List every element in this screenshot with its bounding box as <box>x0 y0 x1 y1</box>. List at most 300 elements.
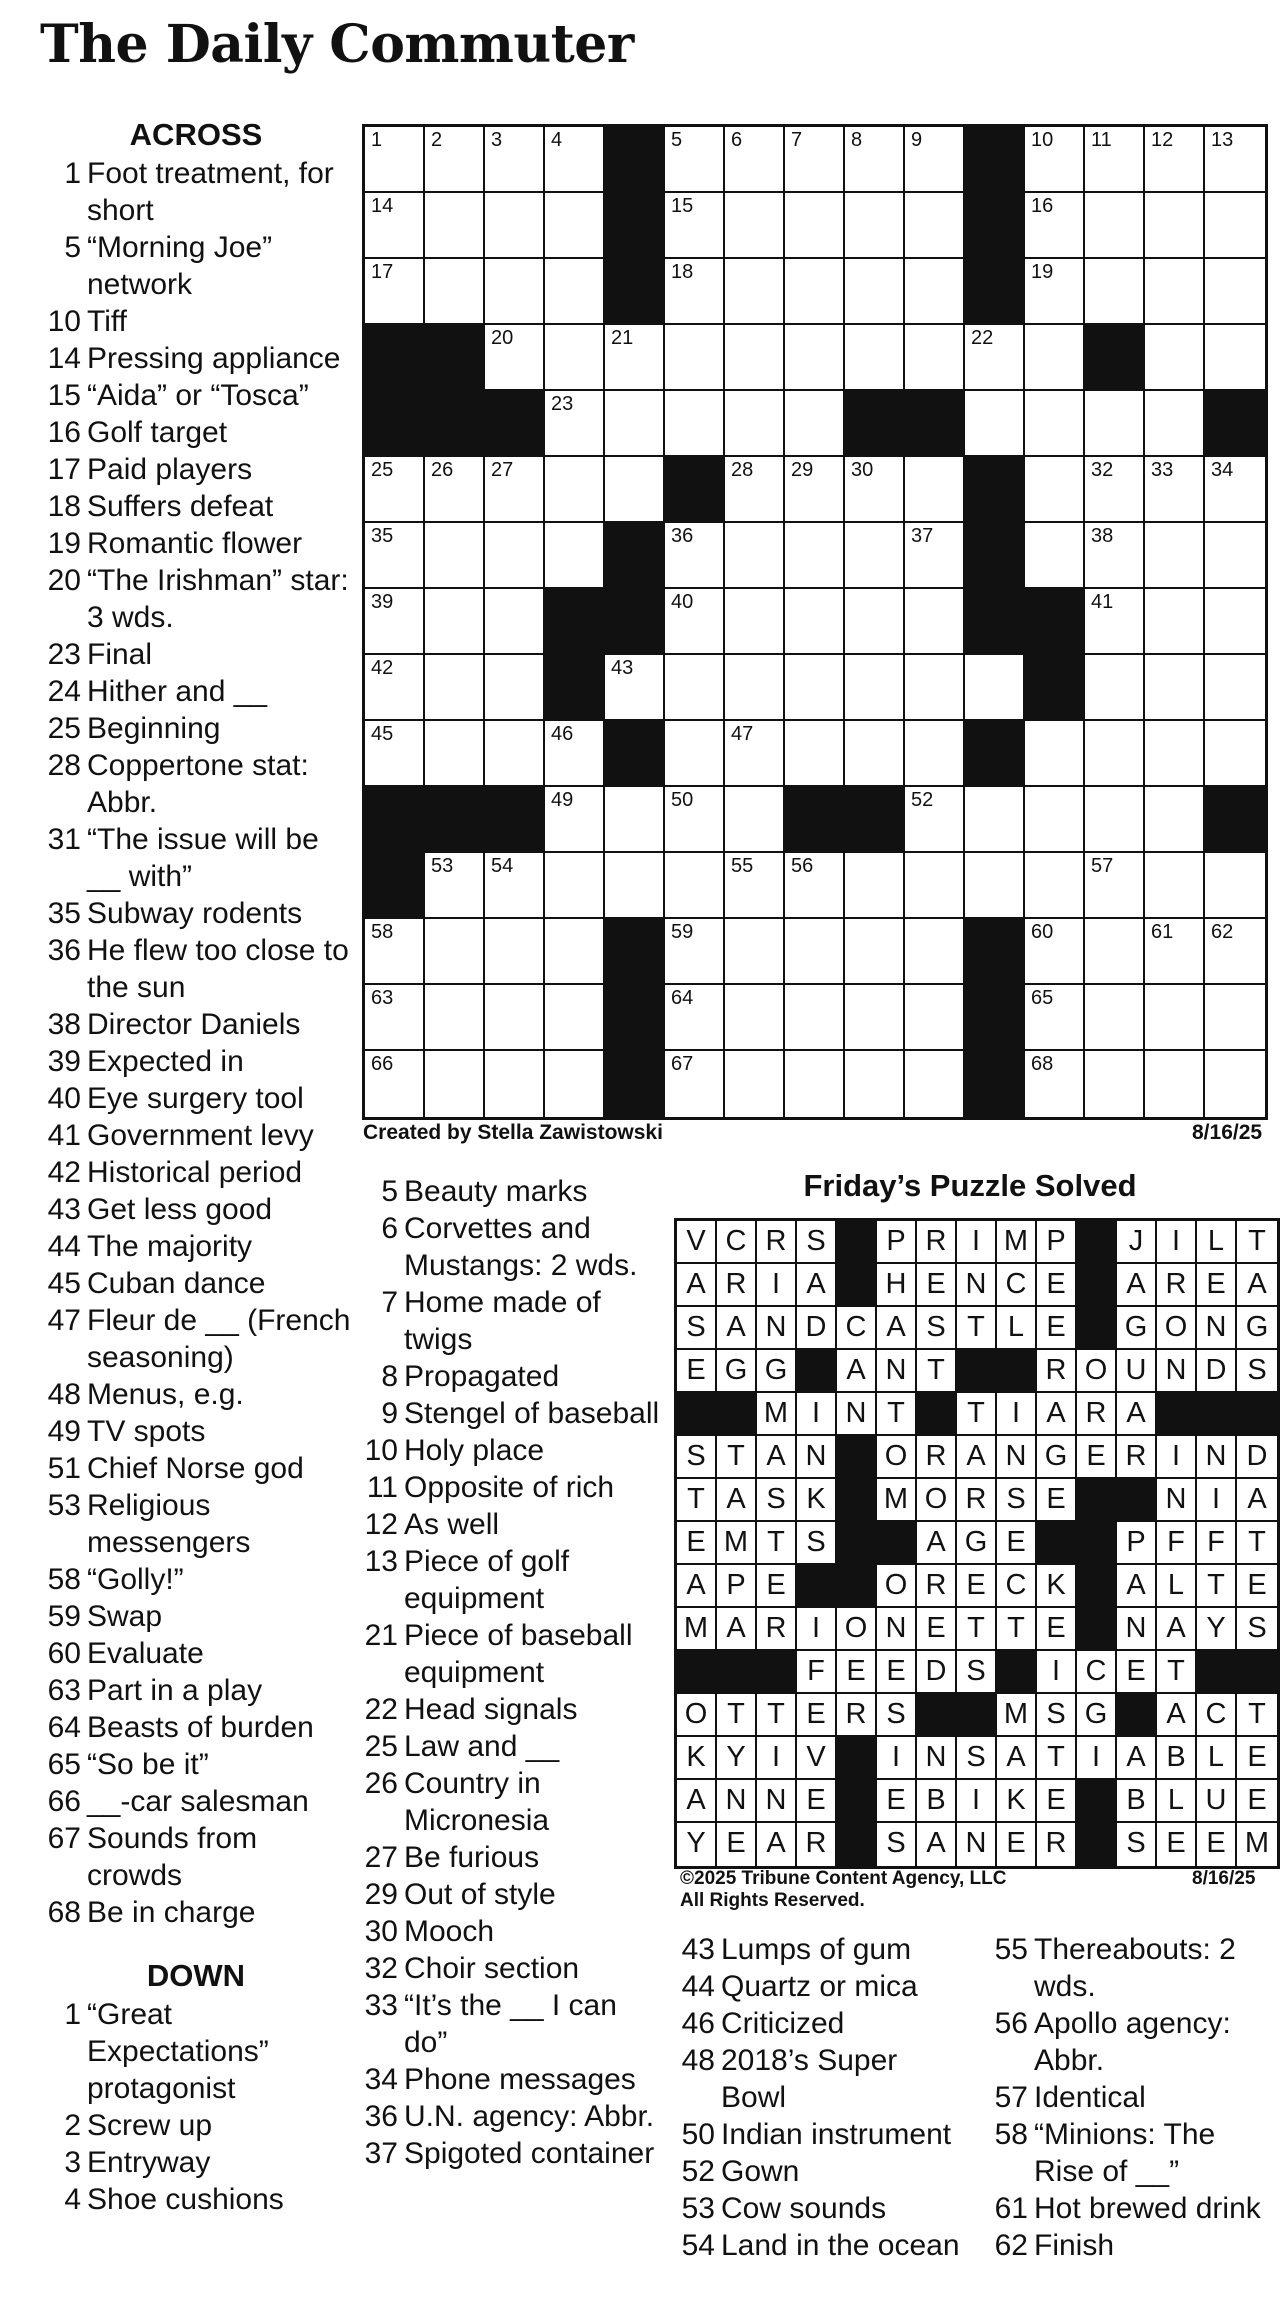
black-square <box>365 853 425 919</box>
clue-text: Beginning <box>87 712 221 745</box>
solution-letter: Y <box>717 1737 757 1780</box>
solution-letter: P <box>717 1565 757 1608</box>
black-square <box>425 325 485 391</box>
grid-cell <box>665 523 725 589</box>
clue-text: Home made of twigs <box>404 1286 601 1356</box>
clue-number: 18 <box>47 490 81 523</box>
black-square <box>605 721 665 787</box>
down-clue-3 <box>36 2144 356 2181</box>
down-clue-list-4 <box>983 1931 1283 2264</box>
grid-cell <box>365 655 425 721</box>
solution-letter: T <box>1037 1737 1077 1780</box>
solution-letter: M <box>997 1694 1037 1737</box>
clue-number: 5 <box>64 231 81 264</box>
cell-number: 57 <box>1091 855 1114 877</box>
cell-number: 45 <box>371 723 394 745</box>
clue-text: Tiff <box>87 305 128 338</box>
solution-letter: E <box>1237 1737 1277 1780</box>
solution-letter: E <box>757 1565 797 1608</box>
down-clue-21 <box>353 1617 663 1691</box>
grid-cell <box>665 1051 725 1117</box>
down-clue-2 <box>36 2107 356 2144</box>
across-clue-43 <box>36 1191 356 1228</box>
clue-number: 1 <box>64 1998 81 2031</box>
clue-number: 40 <box>47 1082 81 1115</box>
grid-cell <box>785 127 845 193</box>
solution-letter: S <box>997 1479 1037 1522</box>
cell-number: 7 <box>791 129 803 151</box>
grid-cell <box>1025 721 1085 787</box>
grid-cell <box>485 655 545 721</box>
solution-letter: A <box>717 1608 757 1651</box>
solution-black-square <box>1237 1393 1277 1436</box>
down-clue-43 <box>670 1931 970 1968</box>
grid-cell <box>1145 589 1205 655</box>
solution-black-square <box>1077 1823 1117 1866</box>
clue-text: “Great Expectations” protagonist <box>87 1998 269 2105</box>
down-clue-37 <box>353 2135 663 2172</box>
across-clue-list <box>36 155 356 1931</box>
clue-text: Criticized <box>721 2007 845 2040</box>
clue-number: 21 <box>364 1619 398 1652</box>
across-clue-28 <box>36 747 356 821</box>
solution-letter: N <box>1157 1479 1197 1522</box>
down-clue-8 <box>353 1358 663 1395</box>
grid-cell <box>1025 985 1085 1051</box>
cell-number: 66 <box>371 1053 394 1075</box>
across-clue-38 <box>36 1006 356 1043</box>
cell-number: 19 <box>1031 261 1054 283</box>
cell-number: 41 <box>1091 591 1114 613</box>
solution-letter: T <box>717 1694 757 1737</box>
cell-number: 40 <box>671 591 694 613</box>
solution-black-square <box>1077 1608 1117 1651</box>
down-clue-4 <box>36 2181 356 2218</box>
black-square <box>965 1051 1025 1117</box>
down-clue-32 <box>353 1950 663 1987</box>
grid-cell <box>845 853 905 919</box>
solution-letter: I <box>957 1780 997 1823</box>
solution-letter: A <box>1117 1565 1157 1608</box>
cell-number: 50 <box>671 789 694 811</box>
clue-text: Coppertone stat: Abbr. <box>87 749 309 819</box>
solution-letter: P <box>1037 1221 1077 1264</box>
solution-letter: A <box>877 1307 917 1350</box>
down-clue-13 <box>353 1543 663 1617</box>
grid-cell <box>845 1051 905 1117</box>
solution-letter: A <box>1157 1694 1197 1737</box>
cell-number: 67 <box>671 1053 694 1075</box>
grid-cell <box>545 985 605 1051</box>
clue-number: 4 <box>64 2183 81 2216</box>
clue-text: As well <box>404 1508 500 1541</box>
black-square <box>965 457 1025 523</box>
solution-letter: T <box>917 1350 957 1393</box>
grid-cell <box>725 655 785 721</box>
copyright-notice <box>680 1868 1007 1912</box>
solution-letter: Y <box>1197 1608 1237 1651</box>
down-clue-22 <box>353 1691 663 1728</box>
solution-letter: B <box>1117 1780 1157 1823</box>
clue-number: 60 <box>47 1637 81 1670</box>
solution-letter: A <box>917 1522 957 1565</box>
grid-cell <box>545 721 605 787</box>
rights-line: All Rights Reserved. <box>680 1890 865 1911</box>
clue-number: 30 <box>364 1915 398 1948</box>
solution-letter: C <box>1197 1694 1237 1737</box>
clue-number: 59 <box>47 1600 81 1633</box>
solution-letter: E <box>917 1264 957 1307</box>
solution-letter: E <box>1157 1823 1197 1866</box>
grid-cell <box>785 655 845 721</box>
clue-text: Quartz or mica <box>721 1970 918 2003</box>
clue-number: 49 <box>47 1415 81 1448</box>
grid-cell <box>1025 193 1085 259</box>
clue-number: 42 <box>47 1156 81 1189</box>
clue-text: Evaluate <box>87 1637 204 1670</box>
solution-letter: N <box>917 1737 957 1780</box>
solution-letter: E <box>1237 1780 1277 1823</box>
down-clue-33 <box>353 1987 663 2061</box>
clue-text: Get less good <box>87 1193 273 1226</box>
grid-cell <box>1085 589 1145 655</box>
clue-number: 46 <box>681 2007 715 2040</box>
clue-number: 27 <box>364 1841 398 1874</box>
grid-cell <box>785 523 845 589</box>
cell-number: 56 <box>791 855 814 877</box>
cell-number: 5 <box>671 129 683 151</box>
grid-cell <box>1205 589 1265 655</box>
grid-cell <box>1205 919 1265 985</box>
solution-letter: L <box>1197 1221 1237 1264</box>
grid-cell <box>905 325 965 391</box>
clue-text: Golf target <box>87 416 228 449</box>
grid-cell <box>785 259 845 325</box>
clue-number: 5 <box>381 1175 398 1208</box>
solution-letter: E <box>997 1522 1037 1565</box>
clue-text: Fleur de __ (French seasoning) <box>87 1304 351 1374</box>
solution-letter: L <box>1157 1565 1197 1608</box>
grid-cell <box>425 127 485 193</box>
solution-letter: M <box>677 1608 717 1651</box>
grid-cell <box>725 325 785 391</box>
grid-cell <box>1025 457 1085 523</box>
solution-letter: A <box>797 1264 837 1307</box>
grid-cell <box>905 259 965 325</box>
grid-cell <box>905 655 965 721</box>
grid-cell <box>425 457 485 523</box>
solution-letter: R <box>1157 1264 1197 1307</box>
solution-letter: S <box>957 1737 997 1780</box>
puzzle-credit: Created by Stella Zawistowski <box>363 1121 663 1144</box>
grid-cell <box>965 391 1025 457</box>
clue-text: “Aida” or “Tosca” <box>87 379 309 412</box>
solution-letter: S <box>1237 1608 1277 1651</box>
black-square <box>845 391 905 457</box>
clue-text: Finish <box>1034 2229 1115 2262</box>
clue-text: Propagated <box>404 1360 560 1393</box>
down-clue-25 <box>353 1728 663 1765</box>
grid-cell <box>845 457 905 523</box>
grid-cell <box>1085 259 1145 325</box>
cell-number: 36 <box>671 525 694 547</box>
solution-letter: A <box>917 1823 957 1866</box>
solution-letter: R <box>757 1608 797 1651</box>
across-clue-17 <box>36 451 356 488</box>
across-clue-24 <box>36 673 356 710</box>
solution-letter: B <box>917 1780 957 1823</box>
solution-letter: S <box>957 1651 997 1694</box>
solution-letter: A <box>1157 1608 1197 1651</box>
solution-black-square <box>837 1479 877 1522</box>
clue-number: 67 <box>47 1822 81 1855</box>
grid-cell <box>725 127 785 193</box>
clue-text: Piece of golf equipment <box>404 1545 570 1615</box>
grid-cell <box>725 787 785 853</box>
grid-cell <box>485 853 545 919</box>
solution-letter: T <box>757 1522 797 1565</box>
grid-cell <box>365 985 425 1051</box>
cell-number: 2 <box>431 129 443 151</box>
clue-text: Final <box>87 638 153 671</box>
grid-cell <box>665 787 725 853</box>
solution-letter: R <box>1037 1350 1077 1393</box>
solution-letter: S <box>677 1436 717 1479</box>
solution-letter: M <box>877 1479 917 1522</box>
clue-number: 61 <box>994 2192 1028 2225</box>
clue-text: Opposite of rich <box>404 1471 615 1504</box>
grid-cell <box>425 1051 485 1117</box>
solution-date: 8/16/25 <box>1192 1868 1256 1889</box>
grid-cell <box>1205 655 1265 721</box>
clue-text: Part in a play <box>87 1674 263 1707</box>
solution-letter: F <box>797 1651 837 1694</box>
black-square <box>965 259 1025 325</box>
grid-cell <box>725 1051 785 1117</box>
grid-cell <box>1085 853 1145 919</box>
grid-cell <box>365 457 425 523</box>
down-clue-46 <box>670 2005 970 2042</box>
solution-letter: L <box>1197 1737 1237 1780</box>
across-clue-10 <box>36 303 356 340</box>
black-square <box>965 523 1025 589</box>
solution-black-square <box>1077 1565 1117 1608</box>
clue-number: 24 <box>47 675 81 708</box>
clue-number: 10 <box>47 305 81 338</box>
grid-cell <box>485 721 545 787</box>
solution-letter: T <box>957 1393 997 1436</box>
grid-cell <box>665 325 725 391</box>
solution-letter: T <box>877 1393 917 1436</box>
clue-text: Government levy <box>87 1119 314 1152</box>
grid-cell <box>1025 523 1085 589</box>
across-clue-5 <box>36 229 356 303</box>
grid-cell <box>1145 721 1205 787</box>
cell-number: 1 <box>371 129 383 151</box>
down-clue-57 <box>983 2079 1283 2116</box>
solution-letter: T <box>997 1608 1037 1651</box>
solution-black-square <box>837 1264 877 1307</box>
grid-cell <box>425 523 485 589</box>
down-clue-58 <box>983 2116 1283 2190</box>
cell-number: 47 <box>731 723 754 745</box>
clue-text: Head signals <box>404 1693 578 1726</box>
solution-letter: A <box>1237 1479 1277 1522</box>
solution-letter: E <box>677 1522 717 1565</box>
grid-cell <box>545 523 605 589</box>
clue-text: Subway rodents <box>87 897 303 930</box>
solution-letter: D <box>1197 1350 1237 1393</box>
grid-cell <box>665 589 725 655</box>
cell-number: 26 <box>431 459 454 481</box>
grid-cell <box>725 457 785 523</box>
solution-letter: G <box>757 1350 797 1393</box>
clue-number: 54 <box>681 2229 715 2262</box>
cell-number: 13 <box>1211 129 1234 151</box>
cell-number: 68 <box>1031 1053 1054 1075</box>
solution-black-square <box>677 1651 717 1694</box>
across-clue-18 <box>36 488 356 525</box>
cell-number: 18 <box>671 261 694 283</box>
grid-cell <box>365 721 425 787</box>
cell-number: 29 <box>791 459 814 481</box>
across-clue-47 <box>36 1302 356 1376</box>
grid-cell <box>905 193 965 259</box>
clue-number: 22 <box>364 1693 398 1726</box>
down-clue-12 <box>353 1506 663 1543</box>
solution-letter: G <box>1237 1307 1277 1350</box>
solution-letter: D <box>1237 1436 1277 1479</box>
grid-cell <box>1085 985 1145 1051</box>
clue-text: Corvettes and Mustangs: 2 wds. <box>404 1212 638 1282</box>
solution-letter: E <box>1037 1307 1077 1350</box>
solution-letter: E <box>1197 1823 1237 1866</box>
solution-black-square <box>1237 1651 1277 1694</box>
grid-cell <box>1205 259 1265 325</box>
cell-number: 25 <box>371 459 394 481</box>
solution-black-square <box>837 1737 877 1780</box>
grid-cell <box>485 985 545 1051</box>
solution-letter: O <box>1157 1307 1197 1350</box>
solution-black-square <box>837 1436 877 1479</box>
across-clue-36 <box>36 932 356 1006</box>
grid-cell <box>545 391 605 457</box>
solution-letter: N <box>757 1780 797 1823</box>
solution-letter: N <box>837 1393 877 1436</box>
cell-number: 35 <box>371 525 394 547</box>
clue-text: Holy place <box>404 1434 545 1467</box>
solution-letter: I <box>877 1737 917 1780</box>
clue-number: 9 <box>381 1397 398 1430</box>
black-square <box>605 1051 665 1117</box>
black-square <box>965 193 1025 259</box>
down-clue-1 <box>36 1996 356 2107</box>
grid-cell <box>1025 259 1085 325</box>
across-clue-58 <box>36 1561 356 1598</box>
grid-cell <box>545 259 605 325</box>
solution-letter: E <box>1037 1608 1077 1651</box>
grid-cell <box>845 919 905 985</box>
solution-letter: T <box>957 1307 997 1350</box>
solution-letter: S <box>797 1522 837 1565</box>
clue-number: 62 <box>994 2229 1028 2262</box>
solution-letter: K <box>1037 1565 1077 1608</box>
grid-cell <box>1205 853 1265 919</box>
clue-text: 2018’s Super Bowl <box>721 2044 898 2114</box>
clue-number: 16 <box>47 416 81 449</box>
solution-letter: A <box>677 1565 717 1608</box>
clue-number: 44 <box>47 1230 81 1263</box>
solution-letter: G <box>1117 1307 1157 1350</box>
solution-letter: N <box>877 1350 917 1393</box>
cell-number: 64 <box>671 987 694 1009</box>
cell-number: 52 <box>911 789 934 811</box>
clue-number: 2 <box>64 2109 81 2142</box>
clue-number: 6 <box>381 1212 398 1245</box>
solution-letter: J <box>1117 1221 1157 1264</box>
clue-number: 20 <box>47 564 81 597</box>
clue-column-1 <box>36 116 356 2218</box>
grid-cell <box>545 127 605 193</box>
grid-cell <box>1145 655 1205 721</box>
grid-cell <box>1085 391 1145 457</box>
clue-text: “So be it” <box>87 1748 209 1781</box>
down-clue-62 <box>983 2227 1283 2264</box>
grid-cell <box>1085 721 1145 787</box>
solution-letter: O <box>877 1565 917 1608</box>
clue-text: Piece of baseball equipment <box>404 1619 633 1689</box>
down-clue-44 <box>670 1968 970 2005</box>
clue-text: Be furious <box>404 1841 540 1874</box>
solution-letter: R <box>917 1221 957 1264</box>
grid-cell <box>785 853 845 919</box>
clue-number: 55 <box>994 1933 1028 1966</box>
grid-cell <box>1145 523 1205 589</box>
grid-cell <box>1025 1051 1085 1117</box>
solution-letter: S <box>677 1307 717 1350</box>
grid-cell <box>665 919 725 985</box>
clue-text: Gown <box>721 2155 800 2188</box>
solution-letter: A <box>677 1780 717 1823</box>
clue-text: Entryway <box>87 2146 211 2179</box>
solution-black-square <box>717 1651 757 1694</box>
grid-cell <box>905 457 965 523</box>
solution-letter: R <box>917 1436 957 1479</box>
cell-number: 3 <box>491 129 503 151</box>
grid-cell <box>785 919 845 985</box>
solution-black-square <box>997 1651 1037 1694</box>
cell-number: 16 <box>1031 195 1054 217</box>
cell-number: 62 <box>1211 921 1234 943</box>
grid-cell <box>545 853 605 919</box>
solution-black-square <box>917 1694 957 1737</box>
grid-cell <box>785 589 845 655</box>
black-square <box>425 391 485 457</box>
down-clue-61 <box>983 2190 1283 2227</box>
solution-letter: U <box>1197 1780 1237 1823</box>
black-square <box>905 391 965 457</box>
grid-cell <box>1145 193 1205 259</box>
black-square <box>1025 655 1085 721</box>
cell-number: 38 <box>1091 525 1114 547</box>
solution-letter: I <box>757 1737 797 1780</box>
clue-number: 35 <box>47 897 81 930</box>
clue-number: 25 <box>364 1730 398 1763</box>
cell-number: 60 <box>1031 921 1054 943</box>
solution-letter: N <box>957 1264 997 1307</box>
cell-number: 46 <box>551 723 574 745</box>
clue-number: 65 <box>47 1748 81 1781</box>
